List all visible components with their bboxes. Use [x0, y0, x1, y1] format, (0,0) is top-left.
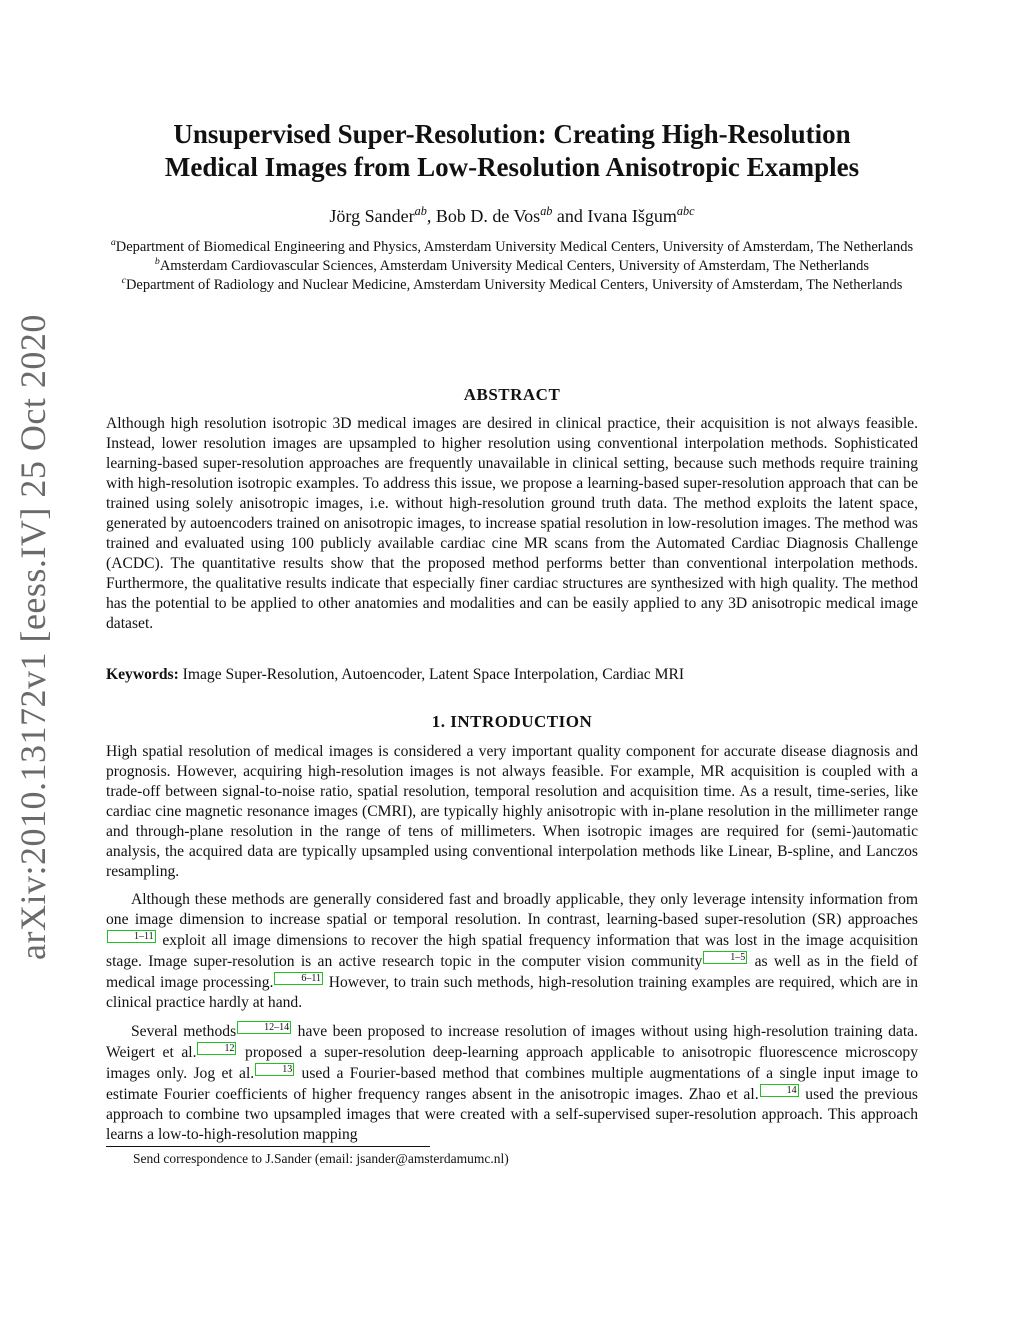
- affiliation-a: [106, 238, 918, 257]
- affiliation-b: [106, 257, 918, 276]
- author-affil-mark: ab: [414, 204, 427, 218]
- affiliation-mark: b: [154, 256, 160, 268]
- citation-link[interactable]: 13: [255, 1063, 294, 1076]
- paragraph-text: exploit all image dimensions to recover the high spatial frequency information that was lost in the image acquisition stage. Image super-resolution is an active research topic in the computer vision community: [106, 932, 918, 970]
- paragraph-text: Several methods: [131, 1023, 237, 1040]
- introduction-body: [106, 742, 918, 1145]
- arxiv-identifier-stamp: arXiv:2010.13172v1 [eess.IV] 25 Oct 2020: [13, 314, 53, 960]
- footnote-divider: [106, 1146, 430, 1147]
- intro-paragraph-3: [106, 1021, 918, 1145]
- affiliation-text: Department of Biomedical Engineering and Physics, Amsterdam University Medical Centers, University of Amsterdam, The Netherlands: [115, 239, 914, 255]
- affiliation-mark: c: [121, 275, 126, 287]
- keywords-text: Image Super-Resolution, Autoencoder, Latent Space Interpolation, Cardiac MRI: [182, 666, 685, 683]
- author-affil-mark: ab: [540, 204, 553, 218]
- keywords: [106, 665, 918, 685]
- author-name: Ivana Išgum: [587, 206, 677, 226]
- affiliation-text: Department of Radiology and Nuclear Medicine, Amsterdam University Medical Centers, University of Amsterdam, The Netherlands: [125, 277, 903, 293]
- paragraph-text: used a Fourier-based method that combines multiple augmentations of a single input image to estimate Fourier coefficients of higher frequency ranges absent in the anisotropic images. Zhao et al.: [106, 1065, 918, 1103]
- abstract-heading: ABSTRACT: [463, 385, 561, 404]
- abstract-text: Although high resolution isotropic 3D medical images are desired in clinical practice, their acquisition is not always feasible. Instead, lower resolution images are upsampled to higher resolution using conventional interpolation methods. Sophisticated learning-based super-resolution approaches are frequently unavailable in clinical setting, because such methods require training with high-resolution isotropic examples. To address this issue, we propose a learning-based super-resolution approach that can be trained using solely anisotropic images, i.e. without high-resolution ground truth data. The method exploits the latent space, generated by autoencoders trained on anisotropic images, to increase spatial resolution in low-resolution images. The method was trained and evaluated using 100 publicly available cardiac cine MR scans from the Automated Cardiac Diagnosis Challenge (ACDC). The quantitative results show that the proposed method performs better than conventional interpolation methods. Furthermore, the qualitative results indicate that especially finer cardiac structures are synthesized with high quality. The method has the potential to be applied to other anatomies and modalities and can be easily applied to any 3D anisotropic medical image dataset.: [106, 415, 918, 632]
- affiliation-mark: a: [110, 237, 116, 249]
- paragraph-text: proposed a super-resolution deep-learning approach applicable to anisotropic fluorescence microscopy images only. Jog et al.: [106, 1044, 918, 1082]
- citation-link[interactable]: 14: [760, 1084, 799, 1097]
- citation-link[interactable]: 1–11: [107, 930, 156, 943]
- title-line-1: Unsupervised Super-Resolution: Creating High-Resolution: [173, 119, 851, 149]
- introduction-heading: 1. INTRODUCTION: [431, 712, 593, 731]
- correspondence-footnote: Send correspondence to J.Sander (email: jsander@amsterdamumc.nl): [133, 1151, 509, 1166]
- paragraph-text: used the previous approach to combine two upsampled images that were created with a self-supervised super-resolution approach. This approach learns a low-to-high-resolution mapping: [106, 1086, 918, 1143]
- intro-paragraph-2: [106, 890, 918, 1013]
- paragraph-text: have been proposed to increase resolution of images without using high-resolution training data. Weigert et al.: [106, 1023, 918, 1061]
- affiliation-c: [106, 276, 918, 295]
- author-affil-mark: abc: [676, 204, 695, 218]
- paragraph-text: as well as in the field of medical image processing.: [106, 953, 918, 991]
- author-name: Bob D. de Vos: [435, 206, 541, 226]
- citation-link[interactable]: 1–5: [703, 951, 747, 964]
- author-name: Jörg Sander: [329, 206, 415, 226]
- paragraph-text: Although these methods are generally considered fast and broadly applicable, they only leverage intensity information from one image dimension to increase spatial or temporal resolution. In contrast, learning-based super-resolution (SR) approaches: [106, 891, 918, 928]
- author-list: [80, 204, 944, 228]
- title-line-2: Medical Images from Low-Resolution Anisotropic Examples: [164, 152, 860, 182]
- affiliation-text: Amsterdam Cardiovascular Sciences, Amsterdam University Medical Centers, University of Amsterdam, The Netherlands: [159, 258, 870, 274]
- intro-paragraph-1: High spatial resolution of medical images is considered a very important quality component for accurate disease diagnosis and prognosis. However, acquiring high-resolution images is not always feasible. For example, MR acquisition is coupled with a trade-off between signal-to-noise ratio, spatial resolution, temporal resolution and acquisition time. As a result, time-series, like cardiac cine magnetic resonance images (CMRI), are typically highly anisotropic with in-plane resolution in the millimeter range and through-plane resolution in the range of tens of millimeters. When isotropic images are required for (semi-)automatic analysis, the acquired data are typically upsampled using conventional interpolation methods like Linear, B-spline, and Lanczos resampling.: [106, 743, 918, 880]
- citation-link[interactable]: 12–14: [237, 1021, 291, 1034]
- author-separator: and: [552, 206, 588, 226]
- paragraph-text: However, to train such methods, high-resolution training examples are required, which are in clinical practice hardly at hand.: [106, 974, 919, 1011]
- citation-link[interactable]: 12: [197, 1042, 236, 1055]
- keywords-label: Keywords:: [106, 666, 179, 683]
- paper-title: [80, 118, 944, 184]
- citation-link[interactable]: 6–11: [274, 972, 323, 985]
- abstract-body: [106, 414, 918, 634]
- author-separator: ,: [426, 206, 436, 226]
- affiliations: [106, 238, 918, 295]
